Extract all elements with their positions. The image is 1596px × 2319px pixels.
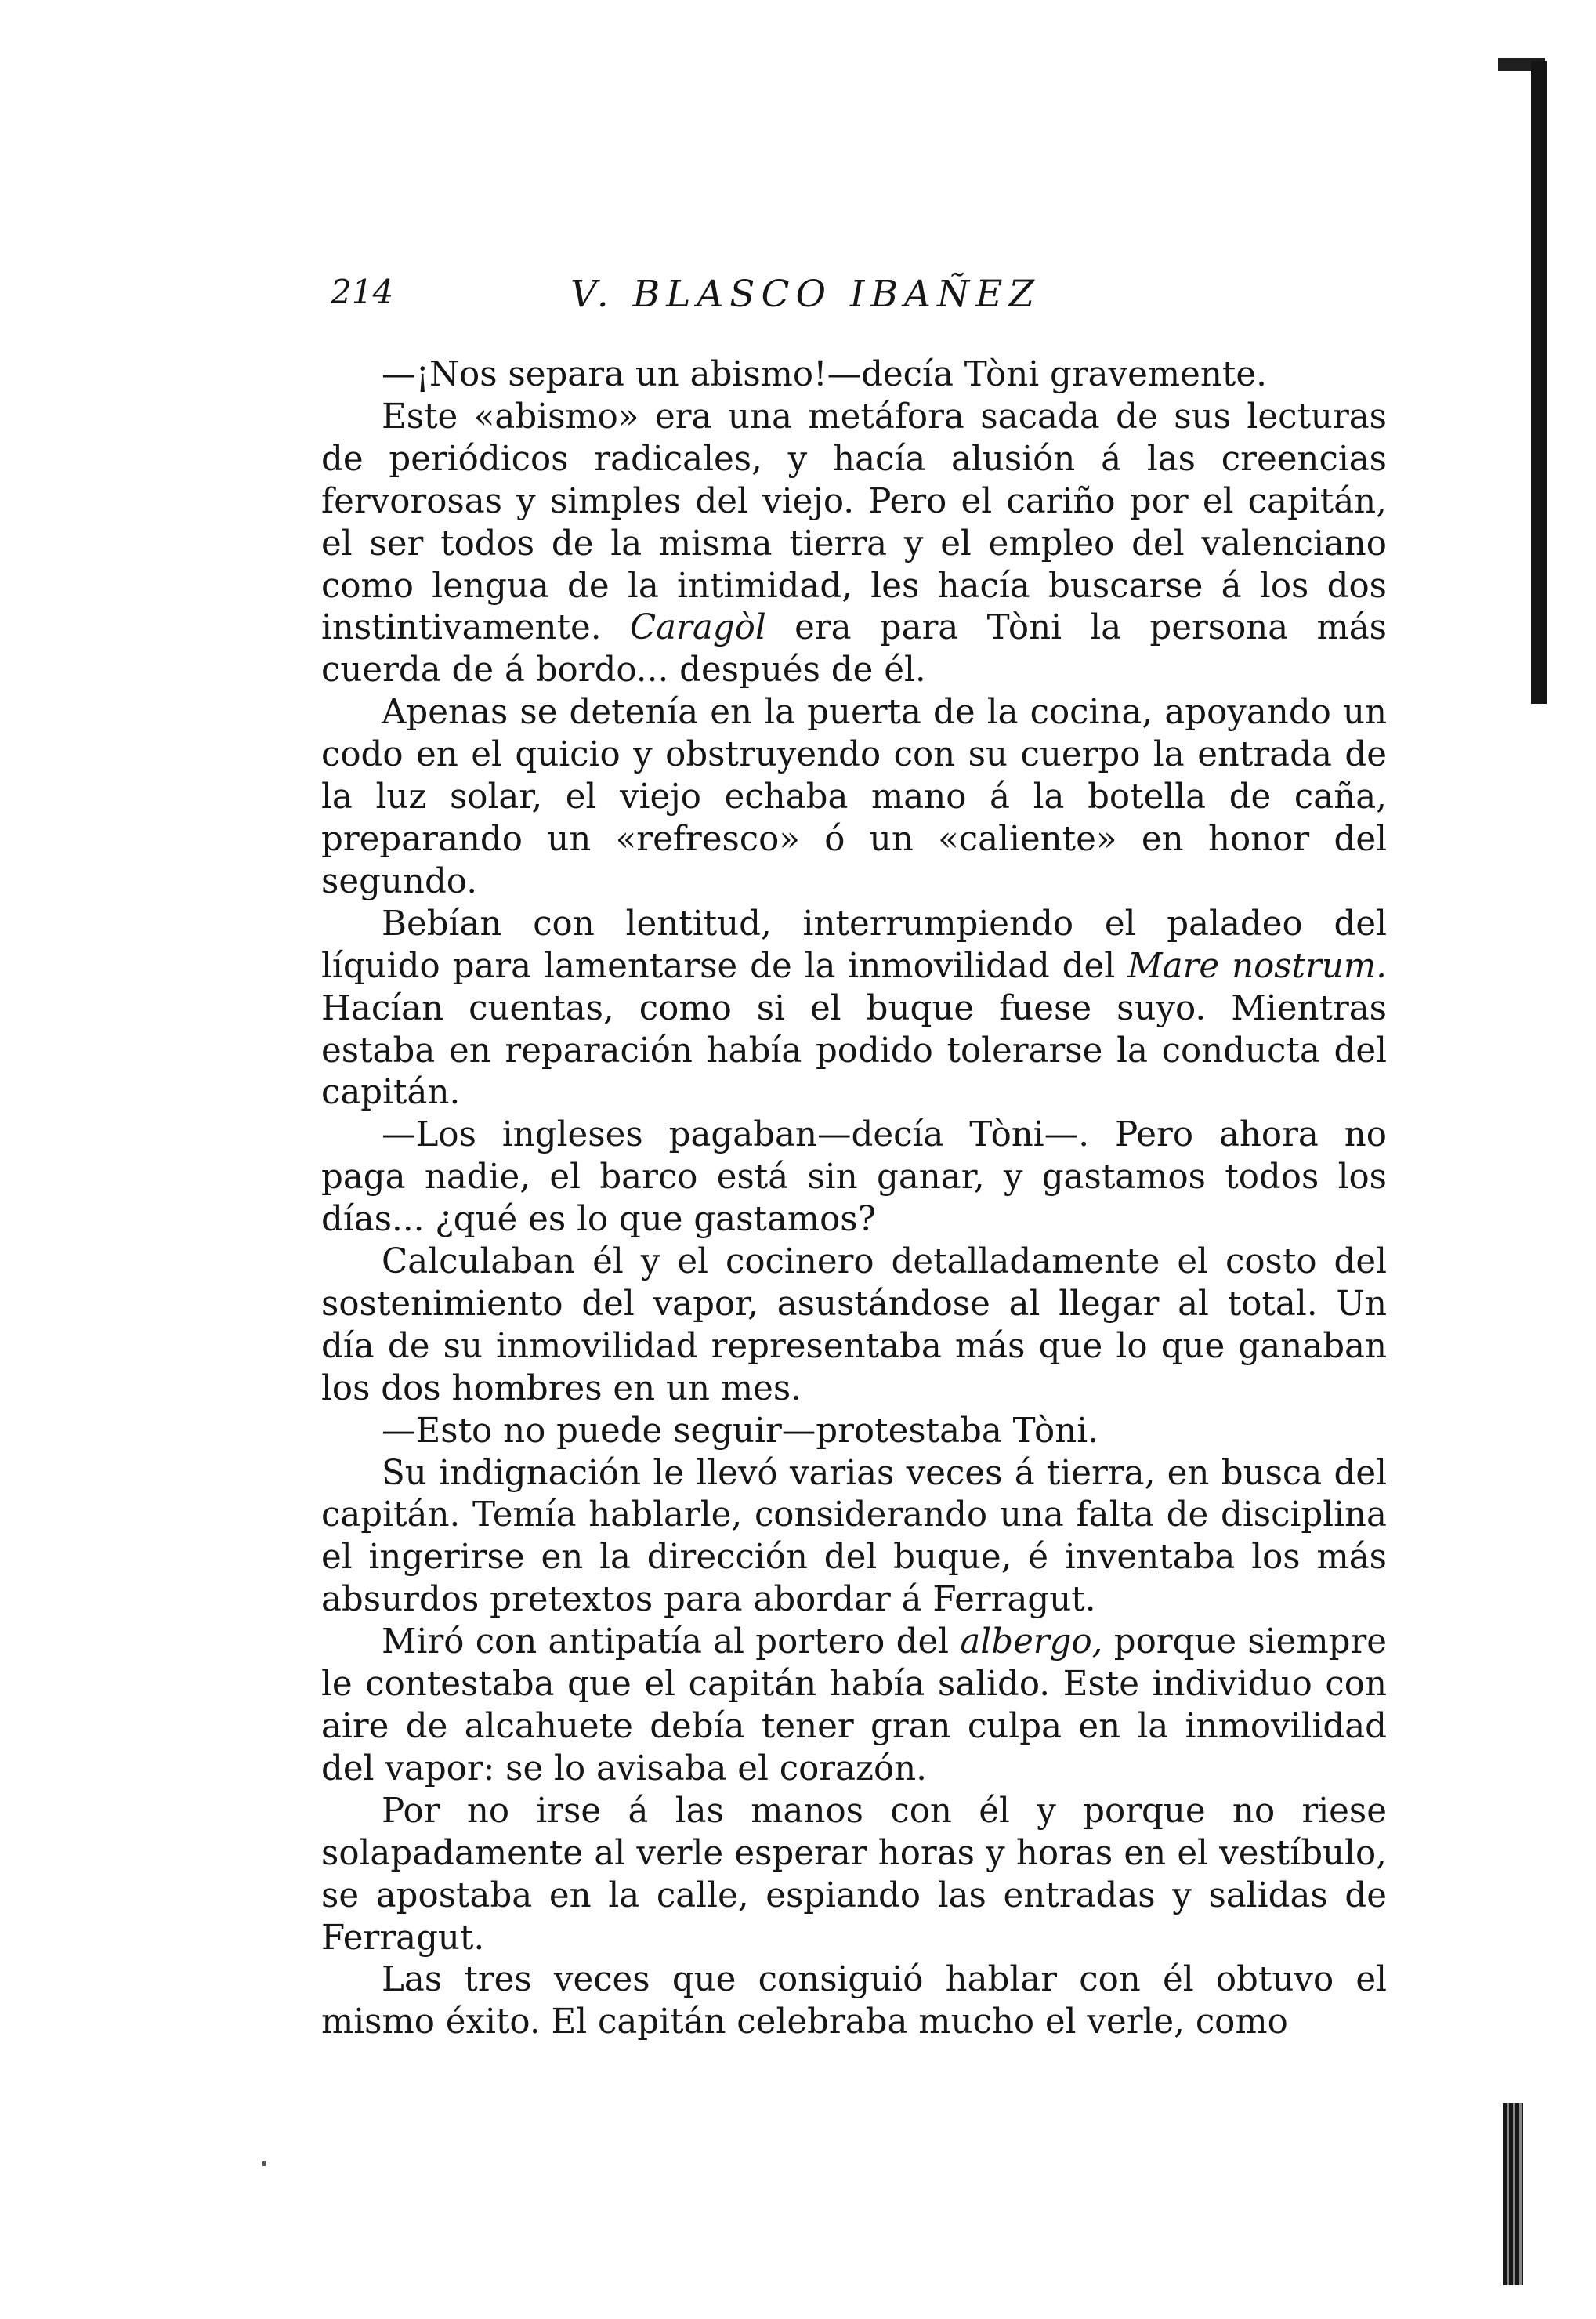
paragraph-9: [321, 1621, 1387, 1791]
paragraph-4: [321, 904, 1387, 1115]
paragraph-text: —¡Nos separa un abismo!—decía Tòni gravemente.: [382, 355, 1267, 394]
italic-term: Caragòl: [629, 608, 766, 648]
scan-edge-bar-top: [1531, 61, 1547, 704]
scan-edge-bar-bottom: [1503, 2103, 1523, 2285]
paragraph-text: Este «abismo» era una metáfora sacada de sus lecturas de periódicos radicales, y hacía alusión á las creencias fervorosas y simples del viejo. Pero el cariño por el capitán, el ser todos de la misma tierra y el empleo del valenciano como lengua de la intimidad, les hacía buscarse á los dos instintivamente.: [321, 397, 1387, 648]
paragraph-8: [321, 1453, 1387, 1622]
paragraph-text: Miró con antipatía al portero del: [382, 1622, 950, 1662]
paragraph-text: —Esto no puede seguir—protestaba Tòni.: [382, 1411, 1098, 1451]
paragraph-text: Su indignación le llevó varias veces á tierra, en busca del capitán. Temía hablarle, considerando una falta de disciplina el ingerirse en la dirección del buque, é inventaba los más absurdos pretextos para abordar á Ferragut.: [321, 1453, 1387, 1620]
scan-speck: [262, 2161, 266, 2166]
page-number: 214: [331, 273, 394, 311]
italic-term: albergo,: [960, 1622, 1103, 1662]
paragraph-7: [321, 1411, 1387, 1453]
paragraph-6: [321, 1241, 1387, 1411]
paragraph-11: [321, 1959, 1387, 2044]
paragraph-text: Las tres veces que consiguió hablar con él obtuvo el mismo éxito. El capitán celebraba mucho el verle, como: [321, 1960, 1387, 2042]
paragraph-1: [321, 354, 1387, 397]
paragraph-3: [321, 692, 1387, 904]
book-page: [321, 273, 1387, 2044]
paragraph-text: era para Tòni la persona más cuerda de á bordo... después de él.: [321, 608, 1387, 690]
paragraph-text: Hacían cuentas, como si el buque fuese suyo. Mientras estaba en reparación había podido tolerarse la conducta del capitán.: [321, 988, 1387, 1113]
running-header: [321, 273, 1387, 328]
paragraph-text: Calculaban él y el cocinero detalladamente el costo del sostenimiento del vapor, asustándose al llegar al total. Un día de su inmovilidad representaba más que lo que ganaban los dos hombres en un mes.: [321, 1242, 1387, 1408]
paragraph-10: [321, 1791, 1387, 1960]
running-head-author: V. BLASCO IBAÑEZ: [570, 273, 1041, 316]
paragraph-text: Apenas se detenía en la puerta de la cocina, apoyando un codo en el quicio y obstruyendo con su cuerpo la entrada de la luz solar, el viejo echaba mano á la botella de caña, preparando un «refresco» ó un «caliente» en honor del segundo.: [321, 693, 1387, 901]
paragraph-5: [321, 1114, 1387, 1241]
italic-term: Mare nostrum.: [1127, 946, 1387, 986]
paragraph-text: —Los ingleses pagaban—decía Tòni—. Pero ahora no paga nadie, el barco está sin ganar, y gastamos todos los días... ¿qué es lo que gastamos?: [321, 1115, 1387, 1240]
paragraph-2: [321, 397, 1387, 692]
paragraph-text: porque siempre le contestaba que el capitán había salido. Este individuo con aire de alcahuete debía tener gran culpa en la inmovilidad del vapor: se lo avisaba el corazón.: [321, 1622, 1388, 1788]
paragraph-text: Por no irse á las manos con él y porque no riese solapadamente al verle esperar horas y horas en el vestíbulo, se apostaba en la calle, espiando las entradas y salidas de Ferragut.: [321, 1791, 1387, 1958]
paragraph-text: Bebían con lentitud, interrumpiendo el paladeo del líquido para lamentarse de la inmovilidad del: [321, 904, 1387, 986]
